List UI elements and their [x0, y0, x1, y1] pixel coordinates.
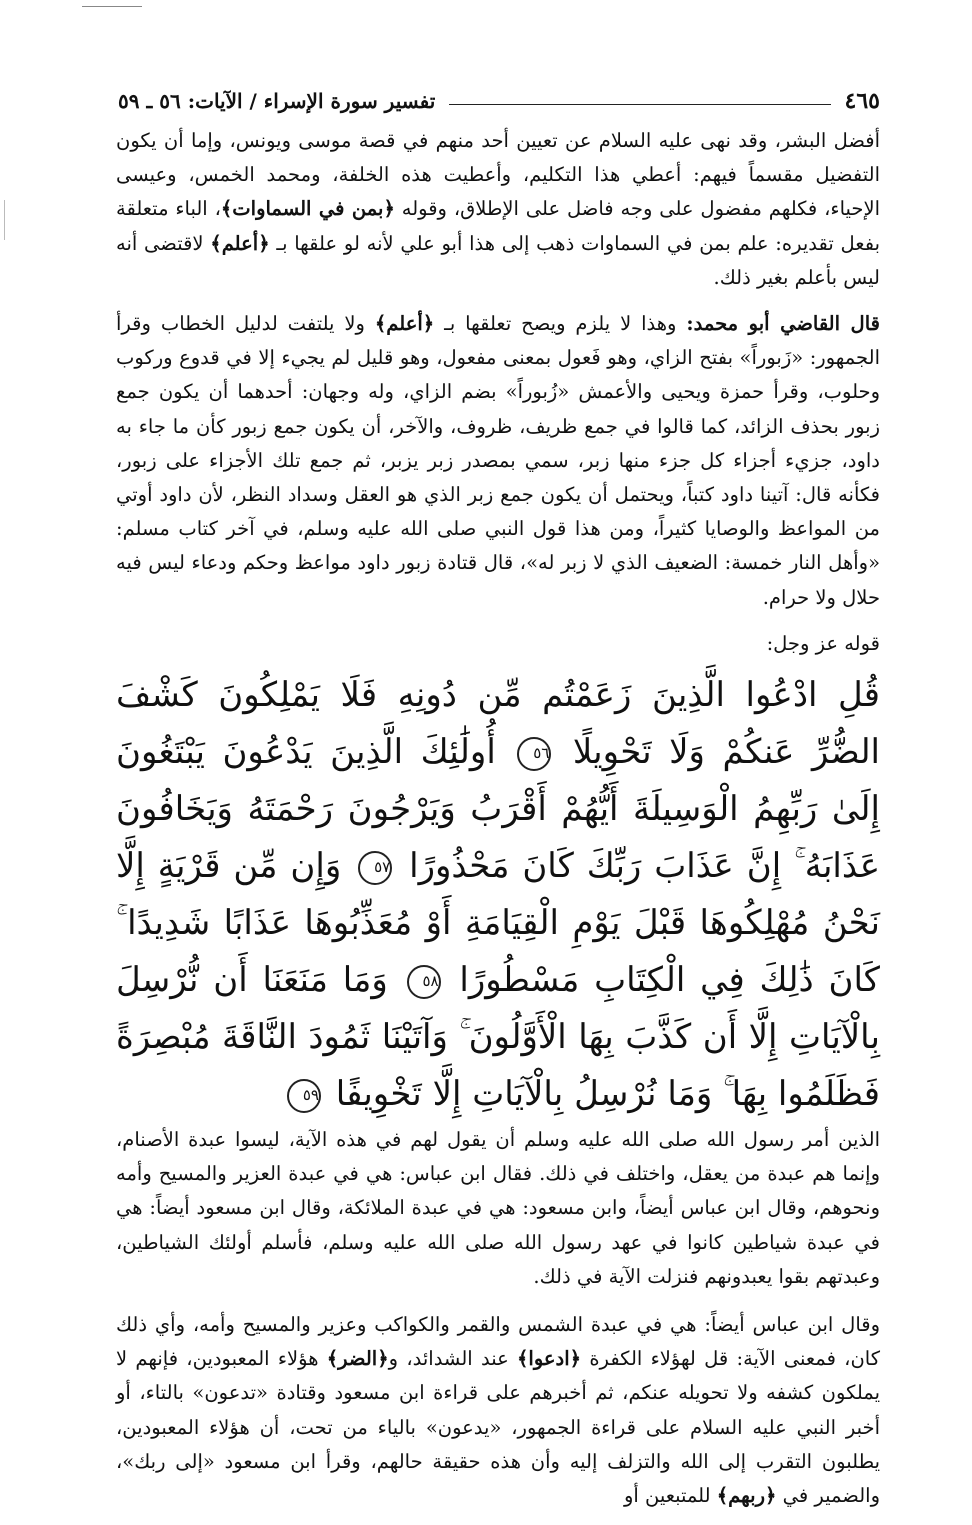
paragraph-3 — [116, 1123, 880, 1294]
paragraph-2-text-b: ولا يلتفت لدليل الخطاب وقرأ الجمهور: «زَبوراً» بفتح الزاي، وهو فَعول بمعنى مفعول، وهو قليل لم يجيء إلا في قدوع وركوب وحلوب، وقرأ حمزة ويحيى والأعمش «زُبوراً» بضم الزاي، وله وجهان: أحدهما أن يكون جمع زبور بحذف الزائد، كما قالوا في جمع ظريف، ظروف، والآخر، أن يكون جمع زبور كأن ما جاء به داود، جزيء أجزاء كل جزء منها زبر، سمي بمصدر زبر يزبر، ثم جمع تلك الأجزاء على زبور، فكأنه قال: آتينا داود كتباً، ويحتمل أن يكون جمع زبر الذي هو العقل وسداد النظر، لأن داود أوتي من المواعظ والوصايا كثيراً، ومن هذا قول النبي صلى الله عليه وسلم، في آخر كتاب مسلم: «وأهل النار خمسة: الضعيف الذي لا زبر له»، قال قتادة زبور داود مواعظ وحكم ودعاء ليس فيه حلال ولا حرام. — [116, 312, 880, 609]
paragraph-4-text-a: وقال ابن عباس أيضاً: هي في عبدة الشمس والقمر والكواكب وعزير والمسيح وأمه، وأي ذلك كان، فمعنى الآية: قل لهؤلاء الكفرة — [116, 1313, 881, 1371]
quran-ref: ﴿أعلم﴾ — [374, 312, 435, 336]
verse-number-marker: ٥٨ — [407, 965, 441, 999]
paragraph-2-text-a: وهذا لا يلزم ويصح تعلقها بـ — [434, 312, 687, 336]
paragraph-2 — [116, 307, 880, 615]
paragraph-4-text-d: للمتبعين أو — [623, 1484, 717, 1508]
verse-58: وَإِن مِّن قَرْيَةٍ إِلَّا نَحْنُ مُهْلِكُوهَا قَبْلَ يَوْمِ الْقِيَامَةِ أَوْ مُعَذِّبُوهَا عَذَابًا شَدِيدًا ۚ كَانَ ذَٰلِكَ فِي الْكِتَابِ مَسْطُورًا — [116, 846, 880, 1001]
verse-59: وَمَا مَنَعَنَا أَن نُّرْسِلَ بِالْآيَاتِ إِلَّا أَن كَذَّبَ بِهَا الْأَوَّلُونَ ۚ وَآتَيْنَا ثَمُودَ النَّاقَةَ مُبْصِرَةً فَظَلَمُوا بِهَا ۚ وَمَا نُرْسِلُ بِالْآيَاتِ إِلَّا تَخْوِيفًا — [116, 960, 880, 1115]
commentator-label: قال القاضي أبو محمد: — [686, 312, 880, 336]
verse-57: أُولَٰئِكَ الَّذِينَ يَدْعُونَ يَبْتَغُونَ إِلَىٰ رَبِّهِمُ الْوَسِيلَةَ أَيُّهُمْ أَقْرَبُ وَيَرْجُونَ رَحْمَتَهُ وَيَخَافُونَ عَذَابَهُ ۚ إِنَّ عَذَابَ رَبِّكَ كَانَ مَحْذُورًا — [116, 732, 880, 887]
quran-ref: ﴿ادعوا﴾ — [516, 1347, 582, 1371]
page-body — [116, 124, 880, 1525]
scan-edge-mark — [82, 6, 142, 7]
paragraph-1-text-a: أفضل البشر، وقد نهى عليه السلام عن تعيين أحد منهم في قصة موسى ويونس، وإما أن يكون التفضيل مقسماً فيهم: أعطي هذا التكليم، وأعطيت هذه الخلفة، ومحمد الخمس، وعيسى الإحياء، فكلهم مفضول على وجه فاضل على الإطلاق، وقوله — [116, 129, 880, 221]
quran-ref: ﴿أعلم﴾ — [210, 231, 270, 255]
verse-number-marker: ٥٦ — [517, 737, 551, 771]
paragraph-4 — [116, 1308, 880, 1513]
paragraph-1-text-b: ، الباء متعلقة بفعل تقديره: علم بمن في السماوات ذهب إلى هذا أبو علي لأنه لو علقها بـ — [116, 197, 881, 255]
verse-56: قُلِ ادْعُوا الَّذِينَ زَعَمْتُم مِّن دُونِهِ فَلَا يَمْلِكُونَ كَشْفَ الضُّرِّ عَنكُمْ وَلَا تَحْوِيلًا — [116, 675, 881, 773]
quran-ref: ﴿ربهم﴾ — [716, 1484, 777, 1508]
scan-margin-mark — [4, 200, 5, 240]
header-rule — [449, 104, 830, 105]
quran-ref: ﴿بمن في السماوات﴾ — [220, 197, 395, 221]
verse-number-marker: ٥٧ — [358, 851, 392, 885]
quran-ref: ﴿الضر﴾ — [326, 1347, 389, 1371]
quran-verses — [116, 667, 880, 1123]
paragraph-3-text: الذين أمر رسول الله صلى الله عليه وسلم أن يقول لهم في هذه الآية، ليسوا عبدة الأصنام، وإنما هم عبدة من يعقل، واختلف في ذلك. فقال ابن عباس: هي في عبدة العزير والمسيح وأمه ونحوهم، وقال ابن عباس أيضاً، وابن مسعود: هي في عبدة الملائكة، وقال ابن مسعود أيضاً: هي في عبدة شياطين كانوا في عهد رسول الله صلى الله عليه وسلم، فأسلم أولئك الشياطين، وعبدتهم بقوا يعبدونهم فنزلت الآية في ذلك. — [116, 1128, 880, 1288]
page-number: ٤٦٥ — [844, 88, 880, 114]
paragraph-4-text-b: عند الشدائد، و — [388, 1347, 517, 1371]
paragraph-1-text-c: لاقتضى أنه ليس بأعلم بغير ذلك. — [116, 231, 880, 289]
paragraph-4-text-c: هؤلاء المعبودين، فإنهم لا يملكون كشفه ولا تحويله عنكم، ثم أخبرهم على قراءة ابن مسعود وقتادة «تدعون» بالتاء، أو أخبر النبي عليه السلام على قراءة الجمهور، «يدعون» بالياء من تحت، أن هؤلاء المعبودين، يطلبون التقرب إلى الله والتزلف إليه وأن هذه حقيقة حالهم، وقرأ ابن مسعود «إلى ربك»، والضمير في — [116, 1347, 880, 1508]
running-header — [118, 84, 880, 118]
verse-intro: قوله عز وجل: — [766, 631, 880, 655]
paragraph-1 — [116, 124, 880, 295]
verse-number-marker: ٥٩ — [287, 1079, 321, 1113]
running-header-title: تفسير سورة الإسراء / الآيات: ٥٦ ـ ٥٩ — [118, 89, 436, 113]
